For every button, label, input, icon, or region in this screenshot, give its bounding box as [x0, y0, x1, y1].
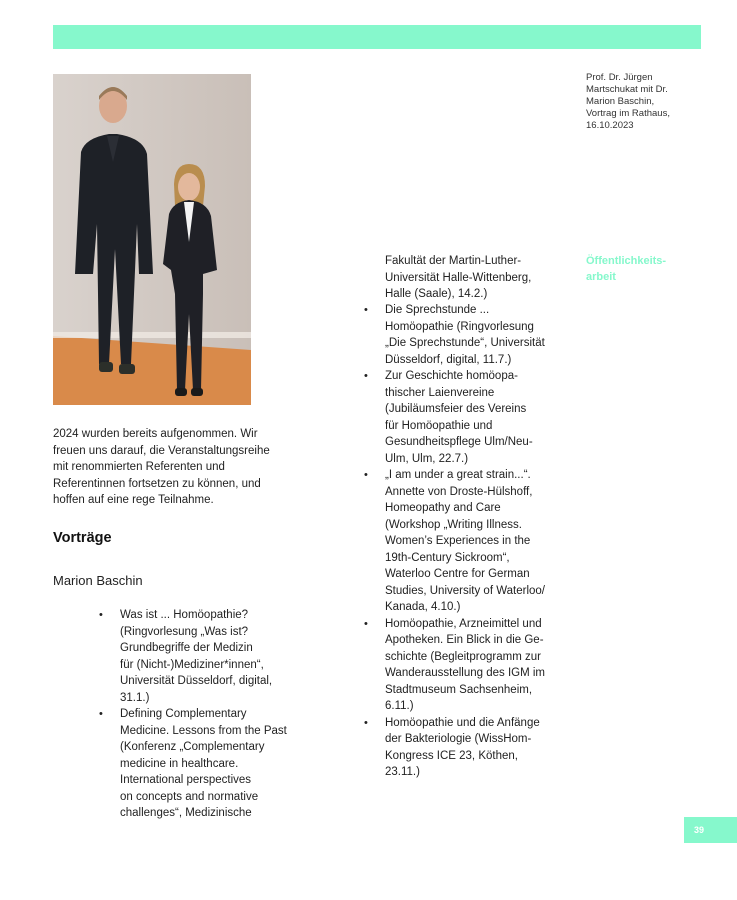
talk-continuation: [385, 253, 531, 303]
talk-line: thischer Laienvereine: [385, 386, 495, 399]
talk-line: 31.1.): [120, 691, 150, 704]
talk-line: für Homöopathie und: [385, 419, 493, 432]
intro-line: Referentinnen fortsetzen zu können, und: [53, 477, 261, 490]
talks-list-left: [97, 607, 317, 822]
talk-line: Kongress ICE 23, Köthen,: [385, 749, 518, 762]
talk-line: Universität Halle-Wittenberg,: [385, 271, 532, 284]
talk-line: (Konferenz „Complementary: [120, 741, 265, 753]
talk-line: Apotheken. Ein Blick in die Ge-: [385, 634, 544, 646]
talk-line: Ulm, Ulm, 22.7.): [385, 452, 469, 465]
bullet-icon: •: [99, 609, 103, 621]
talk-line: Homöopathie (Ringvorlesung: [385, 320, 534, 333]
intro-line: 2024 wurden bereits aufgenommen. Wir: [53, 428, 258, 440]
talk-line: Waterloo Centre for German: [385, 568, 530, 580]
talk-line: challenges“, Medizinische: [120, 807, 252, 819]
talk-line: Fakultät der Martin-Luther-: [385, 255, 522, 267]
talk-line: (Ringvorlesung „Was ist?: [120, 625, 249, 638]
caption-line: Vortrag im Rathaus,: [586, 108, 670, 119]
talk-line: (Workshop „Writing Illness.: [385, 518, 522, 531]
talk-line: Defining Complementary: [120, 708, 247, 720]
page-number-badge: [684, 817, 737, 843]
talk-line: Studies, University of Waterloo/: [385, 584, 545, 597]
talk-line: Annette von Droste-Hülshoff,: [385, 485, 533, 498]
sidebar-label-line: Öffentlichkeits-: [586, 255, 667, 267]
intro-line: hoffen auf eine rege Teilnahme.: [53, 494, 214, 506]
talk-line: für (Nicht-)Mediziner*innen“,: [120, 658, 264, 671]
bullet-icon: •: [364, 716, 368, 729]
talk-line: 6.11.): [385, 700, 414, 712]
photo-caption: [586, 72, 701, 132]
talk-line: Kanada, 4.10.): [385, 601, 461, 613]
talk-line: Zur Geschichte homöopa-: [385, 370, 518, 382]
talk-line: Stadtmuseum Sachsenheim,: [385, 683, 533, 696]
bullet-icon: •: [99, 708, 103, 720]
intro-line: freuen uns darauf, die Veranstaltungsreihe: [53, 444, 270, 457]
talk-line: Homöopathie und die Anfänge: [385, 716, 540, 729]
section-heading: Vorträge: [53, 530, 112, 546]
talk-item: [97, 706, 317, 822]
bullet-icon: •: [364, 469, 368, 481]
bullet-icon: •: [364, 617, 368, 630]
bullet-icon: •: [364, 370, 368, 382]
talk-item: [97, 607, 317, 706]
page-number: 39: [694, 825, 705, 835]
talk-line: Wanderausstellung des IGM im: [385, 667, 546, 679]
talk-line: „Die Sprechstunde“, Universität: [385, 337, 545, 349]
talk-line: Universität Düsseldorf, digital,: [120, 675, 273, 687]
talk-line: 23.11.): [385, 766, 420, 778]
talk-line: Grundbegriffe der Medizin: [120, 642, 253, 654]
talk-item: [362, 616, 582, 715]
talk-line: Was ist ... Homöopathie?: [120, 609, 249, 621]
talk-line: der Bakteriologie (WissHom-: [385, 733, 532, 745]
talk-item: [362, 467, 582, 616]
bullet-icon: •: [364, 304, 368, 316]
talk-line: on concepts and normative: [120, 790, 259, 803]
intro-paragraph: [53, 426, 303, 509]
talk-line: Die Sprechstunde ...: [385, 304, 490, 316]
talk-line: „I am under a great strain...“.: [385, 469, 531, 481]
talk-line: International perspectives: [120, 774, 252, 786]
intro-line: mit renommierten Referenten und: [53, 461, 225, 473]
talk-item: [362, 715, 582, 781]
event-photo: [53, 74, 251, 405]
talk-line: Homöopathie, Arzneimittel und: [385, 617, 542, 630]
talk-line: Gesundheitspflege Ulm/Neu-: [385, 436, 533, 448]
section-sidebar-label: [586, 253, 696, 285]
talk-item: [362, 368, 582, 467]
caption-line: Marion Baschin,: [586, 96, 655, 107]
talk-line: Medicine. Lessons from the Past: [120, 724, 287, 737]
talk-line: Women’s Experiences in the: [385, 535, 531, 547]
talk-item: [362, 302, 582, 368]
author-name: Marion Baschin: [53, 573, 143, 588]
talk-line: Düsseldorf, digital, 11.7.): [385, 353, 512, 366]
caption-line: Martschukat mit Dr.: [586, 84, 668, 95]
talk-line: medicine in healthcare.: [120, 757, 239, 770]
talk-line: schichte (Begleitprogramm zur: [385, 650, 541, 663]
talk-line: Homeopathy and Care: [385, 502, 501, 514]
caption-line: 16.10.2023: [586, 120, 634, 131]
sidebar-label-line: arbeit: [586, 271, 616, 283]
talk-line: (Jubiläumsfeier des Vereins: [385, 403, 527, 415]
talks-list-right: [362, 302, 582, 781]
talk-line: Halle (Saale), 14.2.): [385, 288, 488, 300]
talk-line: 19th-Century Sickroom“,: [385, 551, 510, 564]
caption-line: Prof. Dr. Jürgen: [586, 72, 653, 83]
top-accent-bar: [53, 25, 701, 49]
